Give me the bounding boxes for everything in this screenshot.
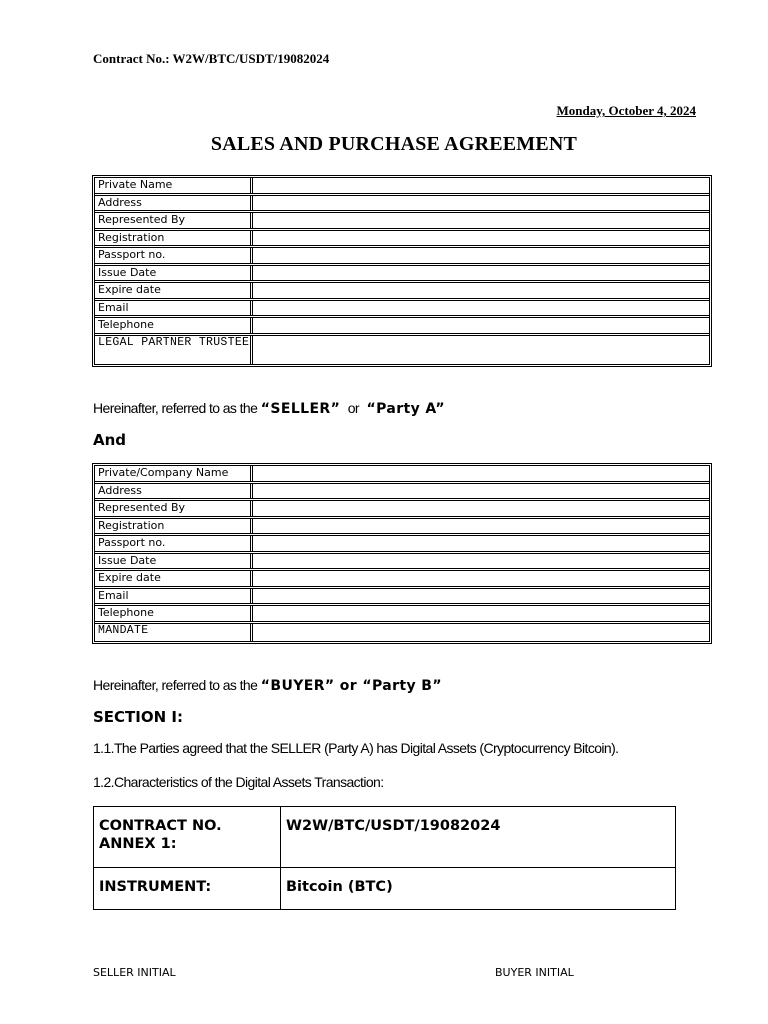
table-row [95, 589, 709, 607]
field-value[interactable] [253, 466, 709, 481]
field-value[interactable] [253, 624, 709, 641]
field-value[interactable] [253, 554, 709, 569]
table-row [95, 283, 709, 301]
field-label: LEGAL PARTNER TRUSTEE [95, 336, 253, 364]
document-date: Monday, October 4, 2024 [556, 103, 696, 118]
table-row [95, 484, 709, 502]
table-row [95, 519, 709, 537]
designation-prefix: Hereinafter, referred to as the [93, 400, 258, 416]
field-value[interactable] [253, 606, 709, 621]
table-row [95, 178, 709, 196]
field-value[interactable] [253, 301, 709, 316]
field-value[interactable] [253, 336, 709, 364]
seller-designation [93, 400, 445, 418]
field-value[interactable] [253, 196, 709, 211]
table-row [95, 301, 709, 319]
seller-initial: SELLER INITIAL [93, 966, 176, 979]
field-label: Passport no. [95, 536, 253, 551]
field-label: Telephone [95, 606, 253, 621]
field-label: Email [95, 301, 253, 316]
table-key: INSTRUMENT: [94, 868, 281, 910]
buyer-initial: BUYER INITIAL [495, 966, 574, 979]
table-row [95, 231, 709, 249]
table-row [95, 536, 709, 554]
table-row [95, 213, 709, 231]
designation-or: or [347, 400, 359, 416]
field-value[interactable] [253, 571, 709, 586]
buyer-designation [93, 677, 442, 695]
clause-1-2: 1.2.Characteristics of the Digital Assets Transaction: [93, 774, 384, 790]
field-label: Represented By [95, 501, 253, 516]
field-label: Telephone [95, 318, 253, 333]
and-label: And [93, 431, 127, 449]
field-label: Private/Company Name [95, 466, 253, 481]
field-value[interactable] [253, 213, 709, 228]
seller-term: “SELLER” [260, 401, 341, 417]
field-label: Issue Date [95, 554, 253, 569]
field-label: Registration [95, 231, 253, 246]
field-value[interactable] [253, 589, 709, 604]
table-row [95, 501, 709, 519]
field-value[interactable] [253, 519, 709, 534]
seller-details-table [92, 175, 712, 367]
field-value[interactable] [253, 248, 709, 263]
field-label: Issue Date [95, 266, 253, 281]
designation-prefix: Hereinafter, referred to as the [93, 677, 258, 693]
table-row [95, 336, 709, 364]
field-label: Address [95, 196, 253, 211]
field-value[interactable] [253, 283, 709, 298]
table-row [95, 196, 709, 214]
document-title: SALES AND PURCHASE AGREEMENT [210, 133, 578, 155]
field-label: MANDATE [95, 624, 253, 641]
table-row [95, 624, 709, 641]
field-label: Passport no. [95, 248, 253, 263]
table-row [95, 266, 709, 284]
table-row [95, 318, 709, 336]
table-key: CONTRACT NO. ANNEX 1: [94, 807, 281, 868]
table-value: Bitcoin (BTC) [281, 868, 676, 910]
table-row [94, 807, 676, 868]
table-row [95, 571, 709, 589]
table-row [95, 606, 709, 624]
buyer-details-table [92, 463, 712, 644]
party-a-term: “Party A” [366, 401, 445, 417]
field-label: Email [95, 589, 253, 604]
field-value[interactable] [253, 178, 709, 193]
field-value[interactable] [253, 231, 709, 246]
clause-1-1: 1.1.The Parties agreed that the SELLER (Party A) has Digital Assets (Cryptocurrency Bitcoin). [93, 740, 619, 756]
contract-number: Contract No.: W2W/BTC/USDT/19082024 [93, 51, 330, 66]
field-value[interactable] [253, 318, 709, 333]
table-row [95, 248, 709, 266]
table-value: W2W/BTC/USDT/19082024 [281, 807, 676, 868]
field-label: Private Name [95, 178, 253, 193]
table-row [95, 554, 709, 572]
buyer-term: “BUYER” or “Party B” [260, 678, 442, 694]
field-label: Expire date [95, 283, 253, 298]
field-value[interactable] [253, 536, 709, 551]
field-label: Address [95, 484, 253, 499]
table-row [95, 466, 709, 484]
field-label: Expire date [95, 571, 253, 586]
table-row [94, 868, 676, 910]
field-value[interactable] [253, 501, 709, 516]
field-label: Registration [95, 519, 253, 534]
section-heading: SECTION I: [93, 708, 183, 726]
instrument-table [93, 806, 676, 910]
field-label: Represented By [95, 213, 253, 228]
field-value[interactable] [253, 484, 709, 499]
field-value[interactable] [253, 266, 709, 281]
